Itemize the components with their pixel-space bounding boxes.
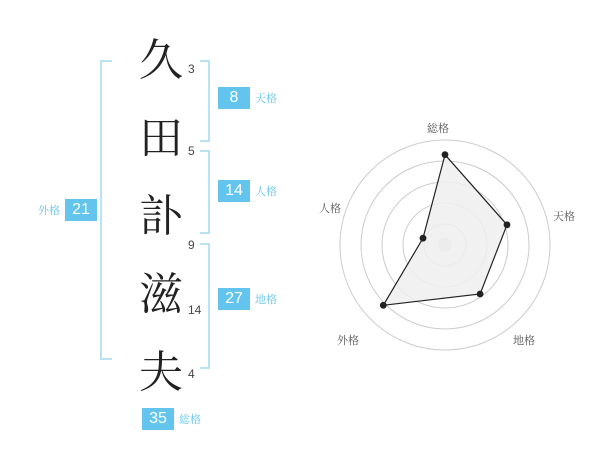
radar-point-gaikaku [380, 302, 387, 309]
bracket-gaikaku [100, 60, 112, 360]
kakusu-value: 35 [142, 408, 174, 430]
kanji-column [128, 22, 194, 412]
stroke-count: 9 [188, 238, 195, 252]
stroke-count: 3 [188, 62, 195, 76]
kanji-char: 夫 [139, 347, 183, 398]
kakusu-label: 外格 [38, 205, 60, 217]
stroke-count: 4 [188, 367, 195, 381]
bracket-chikaku [200, 243, 210, 369]
axis-label-soukaku: 総格 [427, 123, 449, 135]
kakusu-value: 14 [218, 180, 250, 202]
axis-label-gaikaku: 外格 [337, 335, 359, 347]
kanji-char: 久 [139, 35, 183, 86]
kakusu-value: 8 [218, 87, 250, 109]
bracket-jinkaku [200, 150, 210, 234]
radar-point-soukaku [442, 151, 449, 158]
kakusu-label: 天格 [255, 93, 277, 105]
radar-series-polygon [383, 155, 507, 306]
kakusu-chip-tenkaku [218, 87, 277, 109]
kanji-char: 滋 [139, 269, 183, 320]
kakusu-label: 総格 [179, 414, 201, 426]
kanji-char: 訃 [139, 191, 183, 242]
radar-point-jinkaku [420, 235, 427, 242]
kakusu-value: 21 [65, 199, 97, 221]
kanji-char: 田 [139, 113, 183, 164]
radar-chart-svg [310, 0, 600, 470]
stroke-count: 14 [188, 303, 202, 317]
bracket-tenkaku [200, 60, 210, 142]
radar-point-tenkaku [504, 221, 511, 228]
kakusu-label: 人格 [255, 186, 277, 198]
kakusu-chip-jinkaku [218, 180, 277, 202]
kakusu-chip-chikaku [218, 288, 277, 310]
kakusu-chip-soukaku [142, 408, 201, 430]
stroke-count: 5 [188, 144, 195, 158]
kakusu-value: 27 [218, 288, 250, 310]
axis-label-tenkaku: 天格 [553, 211, 575, 223]
axis-label-jinkaku: 人格 [319, 203, 341, 215]
axis-label-chikaku: 地格 [513, 335, 535, 347]
radar-chart [310, 0, 600, 470]
kakusu-label: 地格 [255, 294, 277, 306]
kakusu-chip-gaikaku [38, 199, 97, 221]
radar-point-chikaku [477, 291, 484, 298]
